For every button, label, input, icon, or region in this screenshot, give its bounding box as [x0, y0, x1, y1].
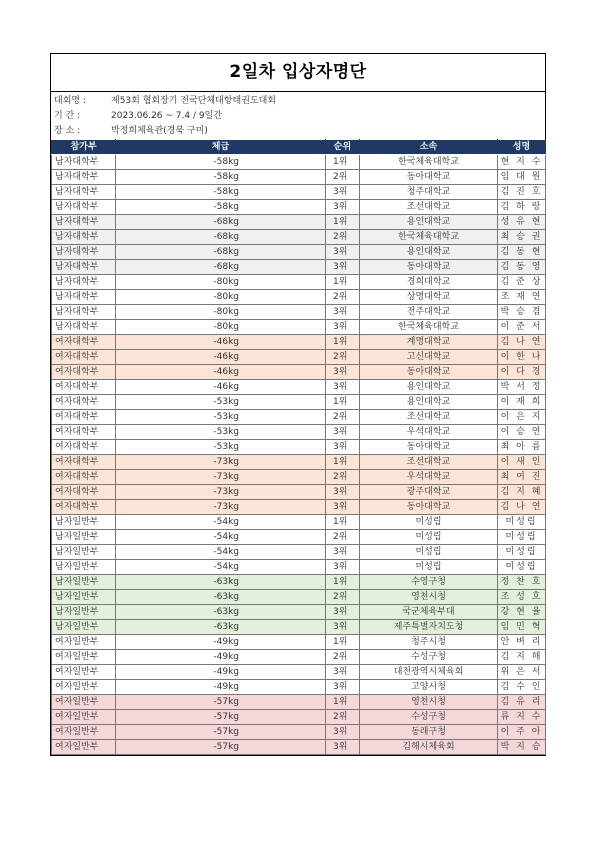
athlete-name-cell: 이 다 경 — [498, 365, 546, 380]
rank-cell: 3위 — [326, 380, 360, 395]
division-cell: 여자대학부 — [52, 395, 116, 410]
rank-cell: 2위 — [326, 230, 360, 245]
affiliation-cell: 용인대학교 — [360, 215, 498, 230]
athlete-name-cell: 류 지 수 — [498, 710, 546, 725]
weight-class-cell: -53kg — [116, 440, 326, 455]
table-row — [52, 650, 546, 665]
athlete-name-cell: 김 하 랑 — [498, 200, 546, 215]
athlete-name-cell: 안 벼 리 — [498, 635, 546, 650]
division-cell: 여자대학부 — [52, 380, 116, 395]
rank-cell: 1위 — [326, 455, 360, 470]
weight-class-cell: -73kg — [116, 485, 326, 500]
athlete-name-cell: 김 지 혜 — [498, 485, 546, 500]
table-row — [52, 455, 546, 470]
weight-class-cell: -49kg — [116, 650, 326, 665]
event-venue-label: 장 소 : — [54, 126, 81, 136]
athlete-name-cell: 성 유 현 — [498, 215, 546, 230]
division-cell: 여자대학부 — [52, 410, 116, 425]
rank-cell: 3위 — [326, 245, 360, 260]
division-cell: 남자대학부 — [52, 185, 116, 200]
weight-class-cell: -80kg — [116, 290, 326, 305]
athlete-name-cell: 위 은 서 — [498, 665, 546, 680]
table-row — [52, 740, 546, 755]
affiliation-cell: 우석대학교 — [360, 470, 498, 485]
affiliation-cell: 한국체육대학교 — [360, 155, 498, 170]
table-row — [52, 695, 546, 710]
weight-class-cell: -68kg — [116, 230, 326, 245]
table-row — [52, 395, 546, 410]
weight-class-cell: -46kg — [116, 350, 326, 365]
header-weight-class: 체급 — [116, 140, 326, 155]
division-cell: 여자일반부 — [52, 695, 116, 710]
affiliation-cell: 고신대학교 — [360, 350, 498, 365]
division-cell: 여자대학부 — [52, 455, 116, 470]
weight-class-cell: -46kg — [116, 365, 326, 380]
affiliation-cell: 조선대학교 — [360, 200, 498, 215]
athlete-name-cell: 미성립 — [498, 515, 546, 530]
athlete-name-cell: 김 수 인 — [498, 680, 546, 695]
rank-cell: 1위 — [326, 275, 360, 290]
division-cell: 여자일반부 — [52, 710, 116, 725]
affiliation-cell: 동아대학교 — [360, 500, 498, 515]
weight-class-cell: -58kg — [116, 200, 326, 215]
table-row — [52, 545, 546, 560]
division-cell: 남자대학부 — [52, 170, 116, 185]
affiliation-cell: 영천시청 — [360, 695, 498, 710]
rank-cell: 3위 — [326, 440, 360, 455]
affiliation-cell: 수영구청 — [360, 575, 498, 590]
table-row — [52, 665, 546, 680]
division-cell: 남자일반부 — [52, 605, 116, 620]
weight-class-cell: -57kg — [116, 725, 326, 740]
rank-cell: 3위 — [326, 620, 360, 635]
weight-class-cell: -46kg — [116, 335, 326, 350]
division-cell: 남자일반부 — [52, 515, 116, 530]
table-row — [52, 200, 546, 215]
division-cell: 남자일반부 — [52, 575, 116, 590]
rank-cell: 1위 — [326, 515, 360, 530]
rank-cell: 3위 — [326, 605, 360, 620]
weight-class-cell: -80kg — [116, 275, 326, 290]
weight-class-cell: -58kg — [116, 185, 326, 200]
table-row — [52, 305, 546, 320]
event-name-value: 제53회 협회장기 전국단체대항태권도대회 — [111, 96, 276, 106]
weight-class-cell: -54kg — [116, 560, 326, 575]
weight-class-cell: -63kg — [116, 605, 326, 620]
weight-class-cell: -80kg — [116, 305, 326, 320]
division-cell: 여자대학부 — [52, 365, 116, 380]
affiliation-cell: 고양시청 — [360, 680, 498, 695]
rank-cell: 1위 — [326, 395, 360, 410]
weight-class-cell: -49kg — [116, 665, 326, 680]
rank-cell: 3위 — [326, 320, 360, 335]
table-body — [52, 155, 546, 755]
affiliation-cell: 전주대학교 — [360, 305, 498, 320]
event-period-row — [54, 109, 545, 124]
affiliation-cell: 수성구청 — [360, 710, 498, 725]
affiliation-cell: 용인대학교 — [360, 245, 498, 260]
rank-cell: 3위 — [326, 500, 360, 515]
results-table — [51, 139, 546, 755]
weight-class-cell: -68kg — [116, 245, 326, 260]
table-row — [52, 635, 546, 650]
table-row — [52, 680, 546, 695]
affiliation-cell: 계명대학교 — [360, 335, 498, 350]
affiliation-cell: 우석대학교 — [360, 425, 498, 440]
rank-cell: 3위 — [326, 740, 360, 755]
division-cell: 남자대학부 — [52, 305, 116, 320]
weight-class-cell: -58kg — [116, 170, 326, 185]
table-row — [52, 170, 546, 185]
table-row — [52, 260, 546, 275]
affiliation-cell: 동아대학교 — [360, 440, 498, 455]
athlete-name-cell: 김 동 현 — [498, 245, 546, 260]
table-row — [52, 335, 546, 350]
table-row — [52, 290, 546, 305]
affiliation-cell: 조선대학교 — [360, 455, 498, 470]
division-cell: 여자일반부 — [52, 725, 116, 740]
rank-cell: 3위 — [326, 665, 360, 680]
rank-cell: 3위 — [326, 305, 360, 320]
athlete-name-cell: 최 아 름 — [498, 440, 546, 455]
athlete-name-cell: 미성립 — [498, 530, 546, 545]
header-rank: 순위 — [326, 140, 360, 155]
affiliation-cell: 용인대학교 — [360, 395, 498, 410]
division-cell: 남자일반부 — [52, 590, 116, 605]
affiliation-cell: 영천시청 — [360, 590, 498, 605]
division-cell: 남자대학부 — [52, 230, 116, 245]
rank-cell: 1위 — [326, 335, 360, 350]
weight-class-cell: -68kg — [116, 215, 326, 230]
event-info — [51, 92, 545, 139]
rank-cell: 2위 — [326, 590, 360, 605]
rank-cell: 3위 — [326, 200, 360, 215]
table-row — [52, 410, 546, 425]
division-cell: 남자일반부 — [52, 620, 116, 635]
page-title: 2일차 입상자명단 — [51, 54, 545, 92]
division-cell: 여자대학부 — [52, 350, 116, 365]
athlete-name-cell: 박 승 겸 — [498, 305, 546, 320]
division-cell: 남자대학부 — [52, 215, 116, 230]
athlete-name-cell: 김 나 연 — [498, 335, 546, 350]
rank-cell: 1위 — [326, 575, 360, 590]
athlete-name-cell: 이 준 서 — [498, 320, 546, 335]
affiliation-cell: 한국체육대학교 — [360, 320, 498, 335]
rank-cell: 2위 — [326, 350, 360, 365]
affiliation-cell: 동아대학교 — [360, 260, 498, 275]
table-row — [52, 620, 546, 635]
table-row — [52, 605, 546, 620]
weight-class-cell: -58kg — [116, 155, 326, 170]
weight-class-cell: -63kg — [116, 620, 326, 635]
athlete-name-cell: 박 지 승 — [498, 740, 546, 755]
affiliation-cell: 동아대학교 — [360, 365, 498, 380]
athlete-name-cell: 김 유 리 — [498, 695, 546, 710]
rank-cell: 3위 — [326, 680, 360, 695]
division-cell: 여자일반부 — [52, 635, 116, 650]
affiliation-cell: 광주대학교 — [360, 485, 498, 500]
affiliation-cell: 청주시청 — [360, 635, 498, 650]
athlete-name-cell: 임 민 혁 — [498, 620, 546, 635]
weight-class-cell: -73kg — [116, 500, 326, 515]
table-row — [52, 590, 546, 605]
event-period-value: 2023.06.26 ~ 7.4 / 9일간 — [111, 111, 222, 121]
athlete-name-cell: 정 찬 호 — [498, 575, 546, 590]
division-cell: 여자대학부 — [52, 335, 116, 350]
results-sheet — [50, 53, 546, 756]
affiliation-cell: 동래구청 — [360, 725, 498, 740]
weight-class-cell: -80kg — [116, 320, 326, 335]
table-row — [52, 230, 546, 245]
weight-class-cell: -53kg — [116, 395, 326, 410]
athlete-name-cell: 이 승 연 — [498, 425, 546, 440]
athlete-name-cell: 최 승 권 — [498, 230, 546, 245]
athlete-name-cell: 최 여 진 — [498, 470, 546, 485]
rank-cell: 2위 — [326, 650, 360, 665]
division-cell: 남자대학부 — [52, 155, 116, 170]
rank-cell: 3위 — [326, 560, 360, 575]
affiliation-cell: 미성립 — [360, 515, 498, 530]
athlete-name-cell: 임 대 원 — [498, 170, 546, 185]
athlete-name-cell: 박 서 정 — [498, 380, 546, 395]
affiliation-cell: 상명대학교 — [360, 290, 498, 305]
table-row — [52, 500, 546, 515]
table-row — [52, 365, 546, 380]
rank-cell: 3위 — [326, 260, 360, 275]
rank-cell: 1위 — [326, 155, 360, 170]
athlete-name-cell: 김 진 호 — [498, 185, 546, 200]
header-division: 참가부 — [52, 140, 116, 155]
rank-cell: 3위 — [326, 545, 360, 560]
weight-class-cell: -54kg — [116, 545, 326, 560]
athlete-name-cell: 이 주 아 — [498, 725, 546, 740]
rank-cell: 2위 — [326, 170, 360, 185]
weight-class-cell: -54kg — [116, 530, 326, 545]
rank-cell: 3위 — [326, 485, 360, 500]
weight-class-cell: -68kg — [116, 260, 326, 275]
affiliation-cell: 용인대학교 — [360, 380, 498, 395]
athlete-name-cell: 김 지 해 — [498, 650, 546, 665]
athlete-name-cell: 현 지 수 — [498, 155, 546, 170]
event-venue-row — [54, 124, 545, 139]
division-cell: 남자대학부 — [52, 245, 116, 260]
weight-class-cell: -57kg — [116, 740, 326, 755]
division-cell: 남자일반부 — [52, 530, 116, 545]
affiliation-cell: 제주특별자치도청 — [360, 620, 498, 635]
affiliation-cell: 김해시체육회 — [360, 740, 498, 755]
table-row — [52, 425, 546, 440]
division-cell: 여자대학부 — [52, 485, 116, 500]
affiliation-cell: 동아대학교 — [360, 170, 498, 185]
table-row — [52, 245, 546, 260]
rank-cell: 3위 — [326, 725, 360, 740]
athlete-name-cell: 이 재 희 — [498, 395, 546, 410]
rank-cell: 1위 — [326, 635, 360, 650]
table-row — [52, 185, 546, 200]
table-header-row — [52, 140, 546, 155]
weight-class-cell: -49kg — [116, 635, 326, 650]
division-cell: 여자일반부 — [52, 665, 116, 680]
division-cell: 여자대학부 — [52, 425, 116, 440]
athlete-name-cell: 미성립 — [498, 545, 546, 560]
athlete-name-cell: 강 현 율 — [498, 605, 546, 620]
weight-class-cell: -73kg — [116, 470, 326, 485]
weight-class-cell: -63kg — [116, 590, 326, 605]
division-cell: 남자대학부 — [52, 260, 116, 275]
division-cell: 여자대학부 — [52, 470, 116, 485]
table-row — [52, 575, 546, 590]
table-row — [52, 560, 546, 575]
weight-class-cell: -63kg — [116, 575, 326, 590]
affiliation-cell: 조선대학교 — [360, 410, 498, 425]
table-row — [52, 515, 546, 530]
table-row — [52, 320, 546, 335]
athlete-name-cell: 조 성 호 — [498, 590, 546, 605]
rank-cell: 1위 — [326, 695, 360, 710]
rank-cell: 2위 — [326, 290, 360, 305]
rank-cell: 3위 — [326, 185, 360, 200]
rank-cell: 2위 — [326, 470, 360, 485]
table-row — [52, 215, 546, 230]
header-affiliation: 소속 — [360, 140, 498, 155]
division-cell: 남자대학부 — [52, 275, 116, 290]
affiliation-cell: 경희대학교 — [360, 275, 498, 290]
table-row — [52, 530, 546, 545]
weight-class-cell: -57kg — [116, 695, 326, 710]
affiliation-cell: 국군체육부대 — [360, 605, 498, 620]
table-row — [52, 470, 546, 485]
division-cell: 여자일반부 — [52, 650, 116, 665]
division-cell: 남자대학부 — [52, 290, 116, 305]
athlete-name-cell: 이 은 지 — [498, 410, 546, 425]
rank-cell: 2위 — [326, 530, 360, 545]
event-name-label: 대회명 : — [54, 96, 86, 106]
table-row — [52, 275, 546, 290]
affiliation-cell: 미성립 — [360, 545, 498, 560]
table-row — [52, 155, 546, 170]
weight-class-cell: -46kg — [116, 380, 326, 395]
athlete-name-cell: 김 동 영 — [498, 260, 546, 275]
affiliation-cell: 미성립 — [360, 530, 498, 545]
table-row — [52, 350, 546, 365]
affiliation-cell: 대전광역시체육회 — [360, 665, 498, 680]
division-cell: 남자대학부 — [52, 320, 116, 335]
affiliation-cell: 청주대학교 — [360, 185, 498, 200]
athlete-name-cell: 이 새 인 — [498, 455, 546, 470]
rank-cell: 2위 — [326, 710, 360, 725]
table-row — [52, 725, 546, 740]
athlete-name-cell: 조 재 연 — [498, 290, 546, 305]
division-cell: 여자대학부 — [52, 440, 116, 455]
affiliation-cell: 미성립 — [360, 560, 498, 575]
weight-class-cell: -49kg — [116, 680, 326, 695]
event-venue-value: 박정희체육관(경북 구미) — [111, 126, 208, 136]
header-name: 성명 — [498, 140, 546, 155]
division-cell: 여자일반부 — [52, 740, 116, 755]
athlete-name-cell: 이 한 나 — [498, 350, 546, 365]
table-row — [52, 710, 546, 725]
table-row — [52, 380, 546, 395]
athlete-name-cell: 김 준 상 — [498, 275, 546, 290]
weight-class-cell: -57kg — [116, 710, 326, 725]
rank-cell: 2위 — [326, 410, 360, 425]
athlete-name-cell: 김 나 연 — [498, 500, 546, 515]
weight-class-cell: -73kg — [116, 455, 326, 470]
division-cell: 남자대학부 — [52, 200, 116, 215]
rank-cell: 3위 — [326, 425, 360, 440]
table-row — [52, 485, 546, 500]
division-cell: 여자일반부 — [52, 680, 116, 695]
division-cell: 여자대학부 — [52, 500, 116, 515]
rank-cell: 3위 — [326, 365, 360, 380]
affiliation-cell: 한국체육대학교 — [360, 230, 498, 245]
rank-cell: 1위 — [326, 215, 360, 230]
event-period-label: 기 간 : — [54, 111, 81, 121]
table-row — [52, 440, 546, 455]
division-cell: 남자일반부 — [52, 560, 116, 575]
division-cell: 남자일반부 — [52, 545, 116, 560]
affiliation-cell: 수성구청 — [360, 650, 498, 665]
weight-class-cell: -53kg — [116, 425, 326, 440]
weight-class-cell: -54kg — [116, 515, 326, 530]
event-name-row — [54, 94, 545, 109]
weight-class-cell: -53kg — [116, 410, 326, 425]
athlete-name-cell: 미성립 — [498, 560, 546, 575]
